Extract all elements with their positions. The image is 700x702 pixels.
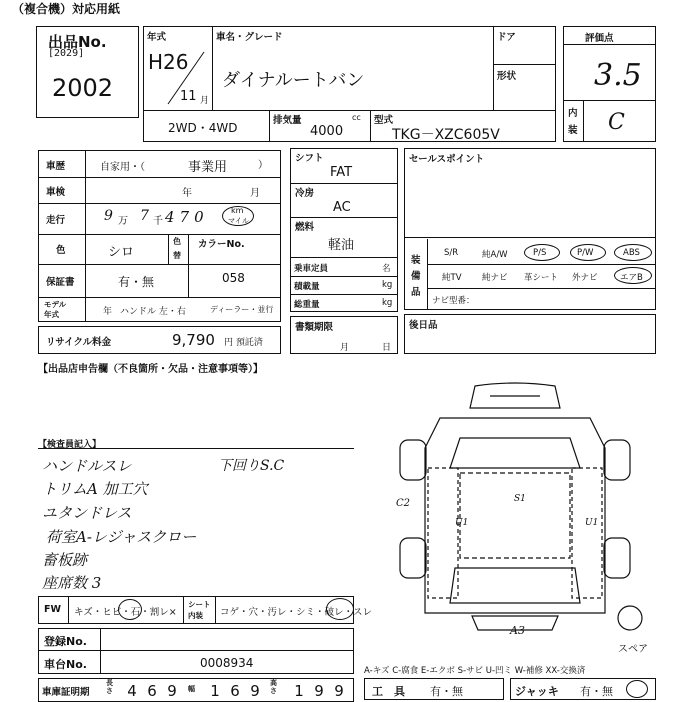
cert-label: 車庫証明期: [42, 687, 90, 698]
car-diagram: [380, 378, 650, 638]
inspection-label: 車検: [46, 187, 66, 198]
equip-abs: ABS: [623, 248, 640, 258]
inspection-month: 月: [250, 188, 260, 199]
interior-label-1: 内: [568, 108, 578, 119]
equip-ext-navi: 外ナビ: [572, 273, 598, 283]
color-change-label-1: 色: [173, 237, 181, 246]
tools-label: 工 具: [372, 685, 405, 698]
lot-stamp: [2029]: [48, 48, 85, 59]
grade-score: 3.5: [594, 58, 642, 93]
equip-tv: 純TV: [442, 273, 462, 283]
equip-airbag: エアB: [620, 273, 643, 283]
model-year-dealer: ディーラー・並行: [210, 305, 274, 314]
displacement-label: 排気量: [273, 115, 302, 126]
mileage-unit-km: km: [231, 206, 244, 215]
fuel-value: 軽油: [328, 238, 355, 253]
width-digit: 1: [210, 682, 220, 700]
color-value: シロ: [108, 245, 135, 260]
seat-label-1: シート: [188, 600, 211, 609]
cert-height-label: 高さ: [270, 679, 277, 695]
remarks-label: 後日品: [409, 320, 438, 331]
lot-number: 2002: [52, 74, 114, 102]
load-unit: kg: [382, 280, 393, 290]
equipment-label-1: 装: [411, 255, 421, 266]
equip-navi: 純ナビ: [482, 273, 508, 283]
interior-label-2: 装: [568, 125, 578, 136]
equipment-label-2: 備: [411, 271, 421, 282]
seat-rub-circle: [326, 598, 354, 620]
warranty-label: 保証書: [46, 277, 75, 288]
jack-value: 有・無: [580, 685, 613, 698]
diagram-body: [425, 418, 605, 613]
chassis-value: 0008934: [200, 656, 254, 670]
year-label: 年式: [147, 32, 167, 43]
reg-label: 登録No.: [44, 635, 87, 648]
lot-label: 出品No.: [48, 33, 107, 51]
door-label: ドア: [497, 32, 516, 43]
mileage-unit-mile: マイル: [228, 217, 249, 225]
mileage-sen-unit: 千: [153, 216, 163, 227]
tools-value: 有・無: [430, 685, 463, 698]
color-code: 058: [222, 271, 245, 285]
cert-width-label: 幅: [188, 685, 195, 693]
diagram-mark-c2: C2: [396, 498, 411, 509]
inspection-year: 年: [182, 188, 192, 199]
fuel-label: 燃料: [295, 222, 315, 233]
equip-sr: S/R: [444, 248, 459, 258]
equipment-label-3: 品: [411, 287, 421, 298]
height-digit: 1: [294, 682, 304, 700]
history-close: ）: [258, 160, 268, 171]
history-options: 自家用・（: [100, 162, 145, 173]
mileage-sen: 7: [140, 208, 149, 224]
recycle-amount: 9,790: [172, 331, 215, 349]
spare-label: スペア: [618, 644, 648, 655]
cert-length-label: 長さ: [106, 679, 113, 695]
equip-aw: 純A/W: [482, 250, 508, 260]
model-year-year: 年: [103, 307, 113, 317]
inspector-title: 【検査員記入】: [38, 440, 102, 450]
total-label: 総重量: [294, 300, 320, 310]
diagram-mark-a3: A3: [510, 624, 525, 637]
ac-value: AC: [333, 200, 351, 215]
color-change-label-2: 替: [173, 251, 181, 260]
recycle-label: リサイクル料金: [46, 337, 112, 348]
drive-type: 2WD・4WD: [168, 121, 238, 135]
load-label: 積載量: [294, 282, 320, 292]
seats-label: 乗車定員: [294, 264, 329, 274]
grade-label: 評価点: [585, 33, 614, 44]
name-label: 車名・グレード: [216, 32, 283, 43]
mileage-man: 9: [104, 208, 113, 224]
width-digit: 6: [230, 682, 240, 700]
shift-label: シフト: [295, 153, 324, 164]
height-digit: 9: [314, 682, 324, 700]
equip-ps: P/S: [533, 248, 547, 258]
model-year-label-2: 年式: [44, 310, 59, 319]
year-value: H26: [148, 50, 189, 74]
month-unit: 月: [200, 96, 210, 106]
model-year-label-1: モデル: [44, 300, 67, 309]
remarks-box: [404, 314, 656, 354]
seat-items: コゲ・穴・汚レ・シミ・破レ・スレ: [220, 607, 373, 618]
jack-none-circle: [626, 680, 648, 698]
displacement-value: 4000: [310, 124, 344, 139]
history-value: 事業用: [188, 160, 228, 175]
navi-model-label: ナビ型番：: [432, 296, 475, 306]
shape-label: 形状: [497, 71, 517, 82]
report-line-5: 畜板跡: [42, 551, 88, 569]
sales-point-label: セールスポイント: [409, 154, 485, 165]
length-digit: 9: [167, 682, 177, 700]
history-label: 車歴: [46, 161, 66, 172]
model-year-handle: ハンドル 左・右: [120, 307, 186, 317]
seat-label-2: 内装: [188, 611, 203, 620]
color-label: 色: [56, 245, 66, 256]
equip-pw: P/W: [577, 248, 594, 258]
fw-items: キズ・ヒビ・石・割レ×: [74, 607, 177, 618]
expiry-month: 月: [340, 343, 350, 353]
fw-label: FW: [44, 604, 61, 615]
month-value: 11: [180, 89, 197, 104]
damage-legend: A-キズ C-腐食 E-エクボ S-サビ U-凹ミ W-補修 XX-交換済: [364, 666, 586, 676]
length-digit: 6: [147, 682, 157, 700]
ac-label: 冷房: [295, 188, 315, 199]
displacement-unit: cc: [352, 113, 361, 122]
report-line-2: トリムA 加工穴: [42, 480, 148, 498]
jack-label: ジャッキ: [515, 685, 559, 698]
expiry-day: 日: [382, 343, 392, 353]
vehicle-name: ダイナルートバン: [222, 70, 365, 91]
mileage-rest: 470: [165, 208, 209, 226]
diagram-mark-s1: S1: [514, 494, 526, 504]
report-line-3: ユタンドレス: [42, 504, 132, 522]
diagram-mark-u1-left: U1: [455, 518, 469, 528]
report-title: 【出品店申告欄（不良箇所・欠品・注意事項等）】: [38, 364, 263, 375]
report-line-6: 座席数 3: [42, 574, 102, 592]
length-digit: 4: [127, 682, 137, 700]
equip-leather: 革シート: [524, 273, 559, 283]
expiry-label: 書類期限: [295, 322, 334, 333]
warranty-value: 有・無: [118, 275, 155, 289]
color-code-label: カラーNo.: [198, 239, 245, 250]
form-type-label: （複合機）対応用紙: [12, 2, 121, 16]
width-digit: 9: [250, 682, 260, 700]
report-line-1: ハンドルスレ: [42, 457, 132, 475]
seats-unit: 名: [382, 264, 391, 274]
chassis-label: 車台No.: [44, 658, 87, 671]
mileage-man-unit: 万: [118, 216, 128, 227]
model-label: 型式: [374, 115, 394, 126]
total-unit: kg: [382, 298, 393, 308]
recycle-unit: 円 預託済: [224, 338, 263, 348]
model-value: TKG－XZC605V: [392, 127, 500, 143]
fw-stone-circle: [118, 599, 142, 620]
interior-grade: C: [608, 110, 625, 135]
report-side-note: 下回りS.C: [218, 458, 285, 474]
height-digit: 9: [334, 682, 344, 700]
report-line-4: 荷室A-レジャスクロー: [46, 528, 197, 546]
diagram-mark-u1-right: U1: [585, 518, 599, 528]
mileage-label: 走行: [46, 215, 66, 226]
shift-value: FAT: [330, 165, 353, 180]
